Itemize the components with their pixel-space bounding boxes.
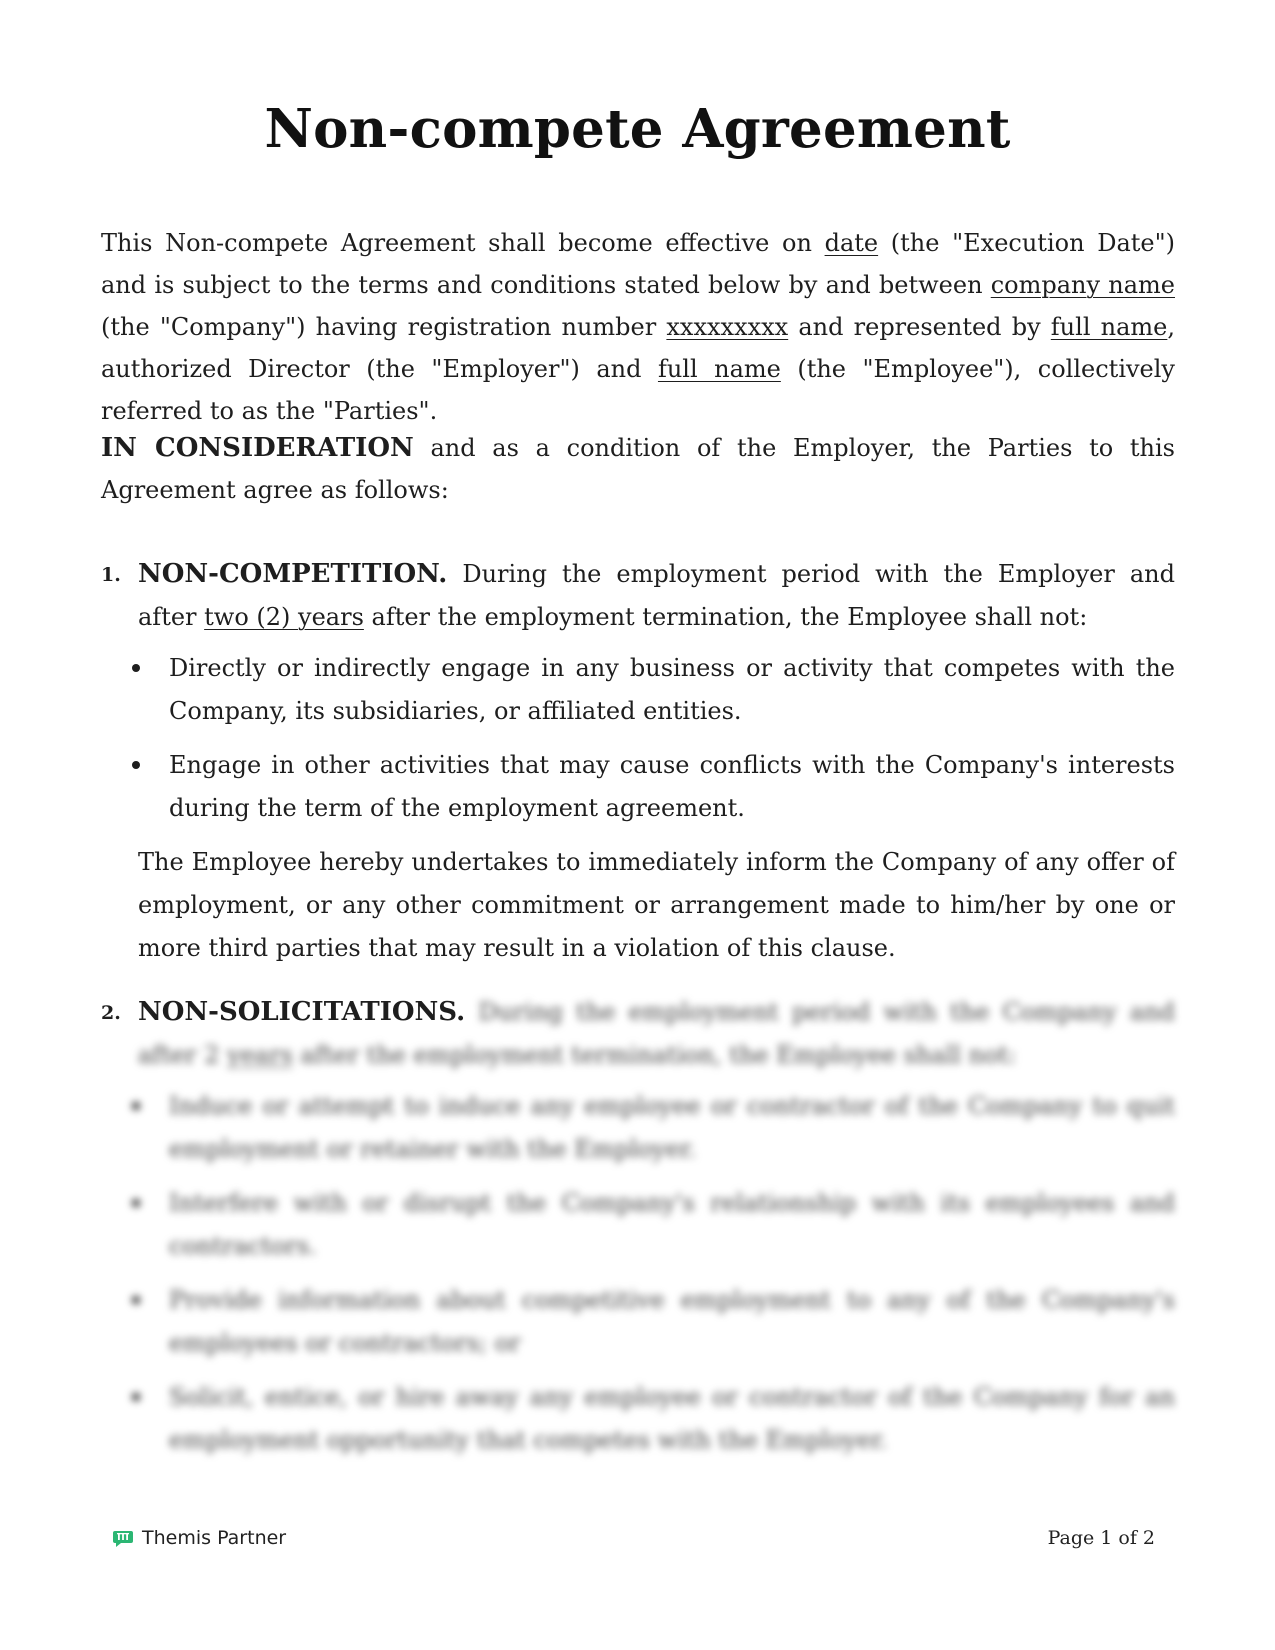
director-name-placeholder: full name [1050, 313, 1168, 341]
section-intro [138, 991, 1175, 1077]
bullet-icon [132, 664, 140, 672]
section-bullet-list [138, 647, 1175, 830]
intro-text: (the "Execution Date") and is subject to the terms and conditions stated below by and between [101, 229, 1175, 299]
list-item-text: Solicit, entice, or hire away any employee or contractor of the Company for an employment opportunity that competes with the Employer. [169, 1383, 1175, 1454]
date-placeholder: date [824, 229, 879, 257]
section-paragraph: The Employee hereby undertakes to immediately inform the Company of any offer of employment, or any other commitment or arrangement made to him/her by one or more third parties that may result in a violation of this clause. [138, 848, 1175, 962]
intro-text: and represented by [788, 313, 1051, 341]
themis-logo-icon [112, 1527, 134, 1549]
intro-paragraph [101, 222, 1175, 432]
footer-brand[interactable] [112, 1527, 286, 1549]
intro-text: , authorized Director (the "Employer") and [101, 313, 1176, 383]
period-placeholder: years [227, 1041, 293, 1069]
list-item [138, 1279, 1175, 1365]
consideration-text: and as a condition of the Employer, the Parties to this Agreement agree as follows: [101, 434, 1176, 504]
list-item-text: Interfere with or disrupt the Company's relationship with its employees and contractors. [169, 1189, 1175, 1260]
list-item [138, 647, 1175, 733]
company-name-placeholder: company name [990, 271, 1175, 299]
section-number: 1. [101, 564, 121, 586]
bullet-icon [132, 1199, 140, 1207]
consideration-heading: IN CONSIDERATION [101, 433, 414, 463]
list-item [138, 1182, 1175, 1268]
section-number: 2. [101, 1002, 121, 1024]
footer-brand-name: Themis Partner [142, 1527, 287, 1549]
consideration-paragraph [101, 427, 1175, 511]
period-placeholder: two (2) years [204, 603, 364, 631]
bullet-icon [132, 1102, 140, 1110]
section-bullet-list-blurred [138, 1085, 1175, 1462]
list-item-text: Engage in other activities that may cause conflicts with the Company's interests during the term of the employment agreement. [169, 751, 1175, 822]
employee-name-placeholder: full name [657, 355, 781, 383]
section-text: During the employment period with the Employer and after [138, 560, 1175, 631]
intro-text: This Non-compete Agreement shall become effective on [101, 229, 825, 257]
registration-number-placeholder: xxxxxxxxx [666, 313, 789, 341]
list-item-text: Directly or indirectly engage in any business or activity that competes with the Company, its subsidiaries, or affiliated entities. [169, 654, 1175, 725]
list-item-text: Provide information about competitive employment to any of the Company's employees or contractors; or [169, 1286, 1175, 1357]
intro-text: (the "Employee"), collectively referred to as the "Parties". [101, 355, 1175, 425]
page-number: Page 1 of 2 [1047, 1527, 1155, 1549]
bullet-icon [132, 761, 140, 769]
bullet-icon [132, 1296, 140, 1304]
section-heading: NON-SOLICITATIONS. [138, 997, 466, 1027]
intro-text: (the "Company") having registration number [101, 313, 667, 341]
section-text: after the employment termination, the Employee shall not: [363, 603, 1088, 631]
list-item [138, 744, 1175, 830]
section-non-competition [101, 553, 1175, 970]
section-intro [138, 553, 1175, 639]
list-item [138, 1085, 1175, 1171]
page-title: Non-compete Agreement [264, 98, 1011, 160]
list-item [138, 1376, 1175, 1462]
section-text-blurred: During the employment period with the Company and after 2 [138, 998, 1175, 1069]
section-heading: NON-COMPETITION. [138, 559, 448, 589]
section-non-solicitations [101, 991, 1175, 1473]
section-text-blurred: after the employment termination, the Employee shall not: [292, 1041, 1017, 1069]
bullet-icon [132, 1393, 140, 1401]
list-item-text: Induce or attempt to induce any employee or contractor of the Company to quit employment or retainer with the Employer. [169, 1092, 1175, 1163]
